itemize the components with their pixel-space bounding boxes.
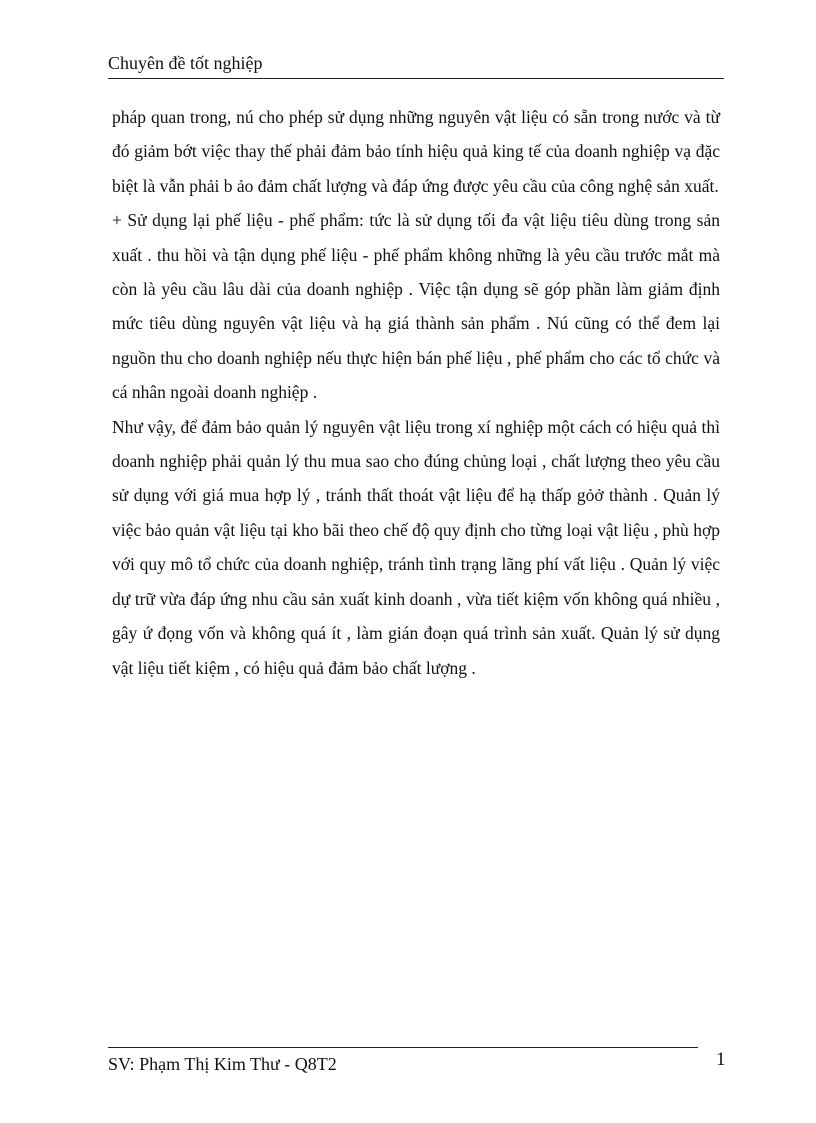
header-title: Chuyên đề tốt nghiệp — [108, 53, 263, 73]
page-header — [108, 50, 724, 79]
paragraph-scrap-reuse: + Sử dụng lại phế liệu - phế phẩm: tức là sử dụng tối đa vật liệu tiêu dùng trong sản xuất . thu hồi và tận dụng phế liệu - phế phẩm không những là yêu cầu trước mắt mà còn là yêu cầu lâu dài của doanh nghiệp . Việc tận dụng sẽ góp phần làm giảm định mức tiêu dùng nguyên vật liệu và hạ giá thành sản phẩm . Nú cũng có thể đem lại nguồn thu cho doanh nghiệp nếu thực hiện bán phế liệu , phế phẩm cho các tổ chức và cá nhân ngoài doanh nghiệp . — [112, 210, 720, 403]
footer-student: SV: Phạm Thị Kim Thư - Q8T2 — [108, 1054, 337, 1074]
page-number: 1 — [716, 1049, 726, 1070]
document-body — [112, 100, 720, 685]
footer-rule — [108, 1047, 698, 1048]
paragraph-conclusion: Như vậy, để đảm bảo quản lý nguyên vật liệu trong xí nghiệp một cách có hiệu quả thì doanh nghiệp phải quản lý thu mua sao cho đúng chủng loại , chất lượng theo yêu cầu sử dụng với giá mua hợp lý , tránh thất thoát vật liệu để hạ thấp gỏở thành . Quản lý việc bảo quản vật liệu tại kho bãi theo chế độ quy định cho từng loại vật liệu , phù hợp với quy mô tổ chức của doanh nghiệp, tránh tình trạng lãng phí vất liệu . Quản lý việc dự trữ vừa đáp ứng nhu cầu sản xuất kinh doanh , vừa tiết kiệm vốn không quá nhiều , gây ứ đọng vốn và không quá ít , làm gián đoạn quá trình sản xuất. Quản lý sử dụng vật liệu tiết kiệm , có hiệu quả đảm bảo chất lượng . — [112, 416, 720, 678]
paragraph-intro: pháp quan trong, nú cho phép sử dụng những nguyên vật liệu có sẵn trong nước và từ đó giảm bớt việc thay thế phải đảm bảo tính hiệu quả king tế của doanh nghiệp vạ đặc biệt là vẫn phải b ảo đảm chất lượng và đáp ứng được yêu cầu của công nghệ sản xuất. — [112, 107, 720, 196]
